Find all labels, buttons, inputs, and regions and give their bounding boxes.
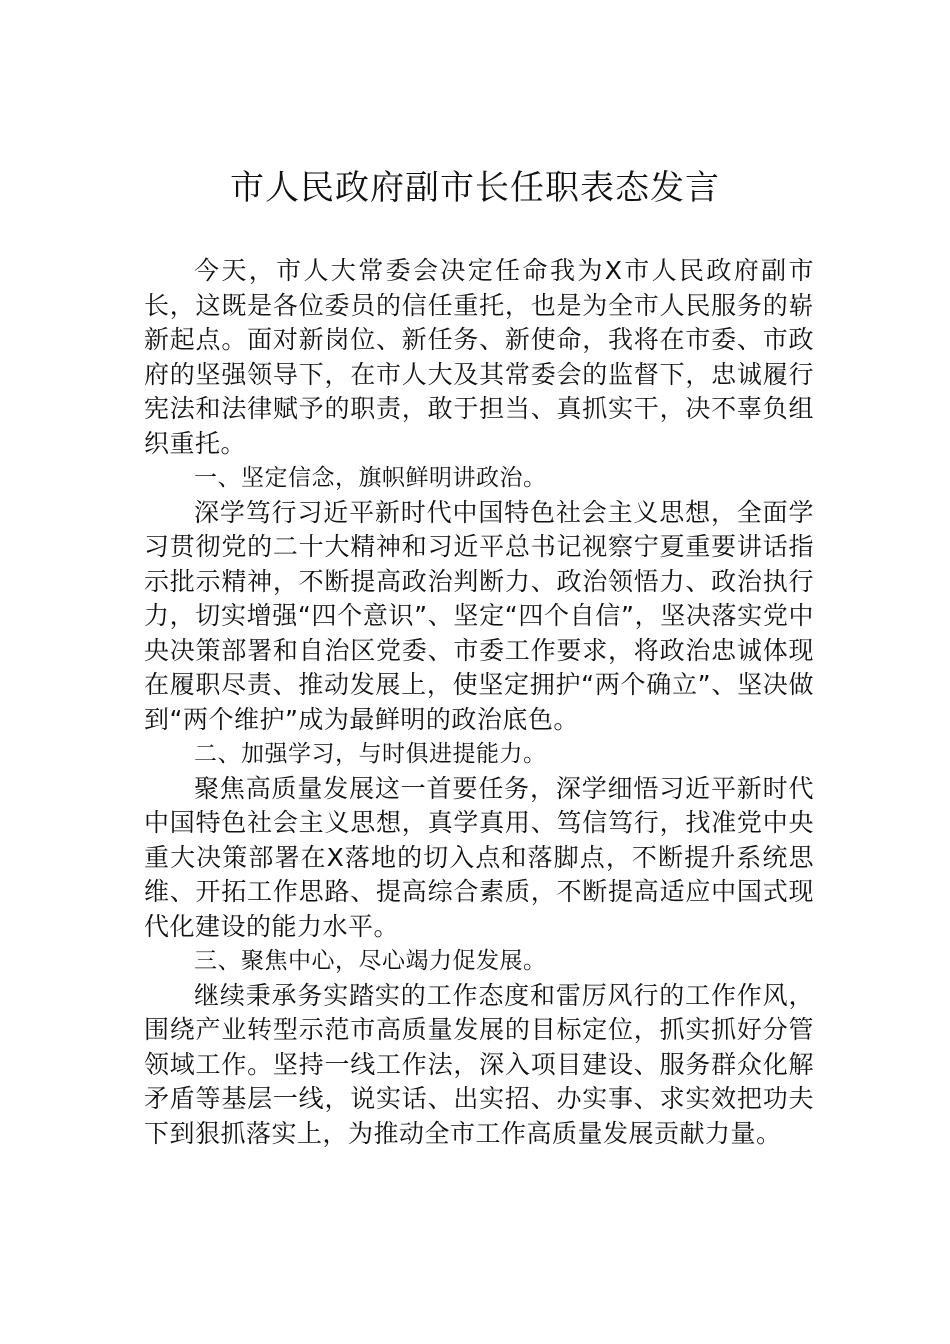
intro-paragraph: 今天，市人大常委会决定任命我为X市人民政府副市长，这既是各位委员的信任重托，也是为全市人民服务的崭新起点。面对新岗位、新任务、新使命，我将在市委、市政府的坚强领导下，在市人大及其常委会的监督下，忠诚履行宪法和法律赋予的职责，敢于担当、真抓实干，决不辜负组织重托。 <box>144 256 814 458</box>
document-body <box>144 254 814 1151</box>
section-heading-3: 三、聚焦中心，尽心竭力促发展。 <box>194 948 547 974</box>
section-heading-1: 一、坚定信念，旗帜鲜明讲政治。 <box>194 465 547 491</box>
section-paragraph-2: 聚焦高质量发展这一首要任务，深学细悟习近平新时代中国特色社会主义思想，真学真用、笃信笃行，找准党中央重大决策部署在X落地的切入点和落脚点，不断提升系统思维、开拓工作思路、提高综合素质，不断提高适应中国式现代化建设的能力水平。 <box>144 773 814 941</box>
section-paragraph-1: 深学笃行习近平新时代中国特色社会主义思想，全面学习贯彻党的二十大精神和习近平总书记视察宁夏重要讲话指示批示精神，不断提高政治判断力、政治领悟力、政治执行力，切实增强“四个意识”、坚定“四个自信”，坚决落实党中央决策部署和自治区党委、市委工作要求，将政治忠诚体现在履职尽责、推动发展上，使坚定拥护“两个确立”、坚决做到“两个维护”成为最鲜明的政治底色。 <box>144 497 814 734</box>
section-heading-2: 二、加强学习，与时俱进提能力。 <box>194 741 547 767</box>
section-paragraph-3: 继续秉承务实踏实的工作态度和雷厉风行的工作作风，围绕产业转型示范市高质量发展的目标定位，抓实抓好分管领域工作。坚持一线工作法，深入项目建设、服务群众化解矛盾等基层一线，说实话、出实招、办实事、求实效把功夫下到狠抓落实上，为推动全市工作高质量发展贡献力量。 <box>144 980 814 1148</box>
document-title: 市人民政府副市长任职表态发言 <box>230 168 720 208</box>
